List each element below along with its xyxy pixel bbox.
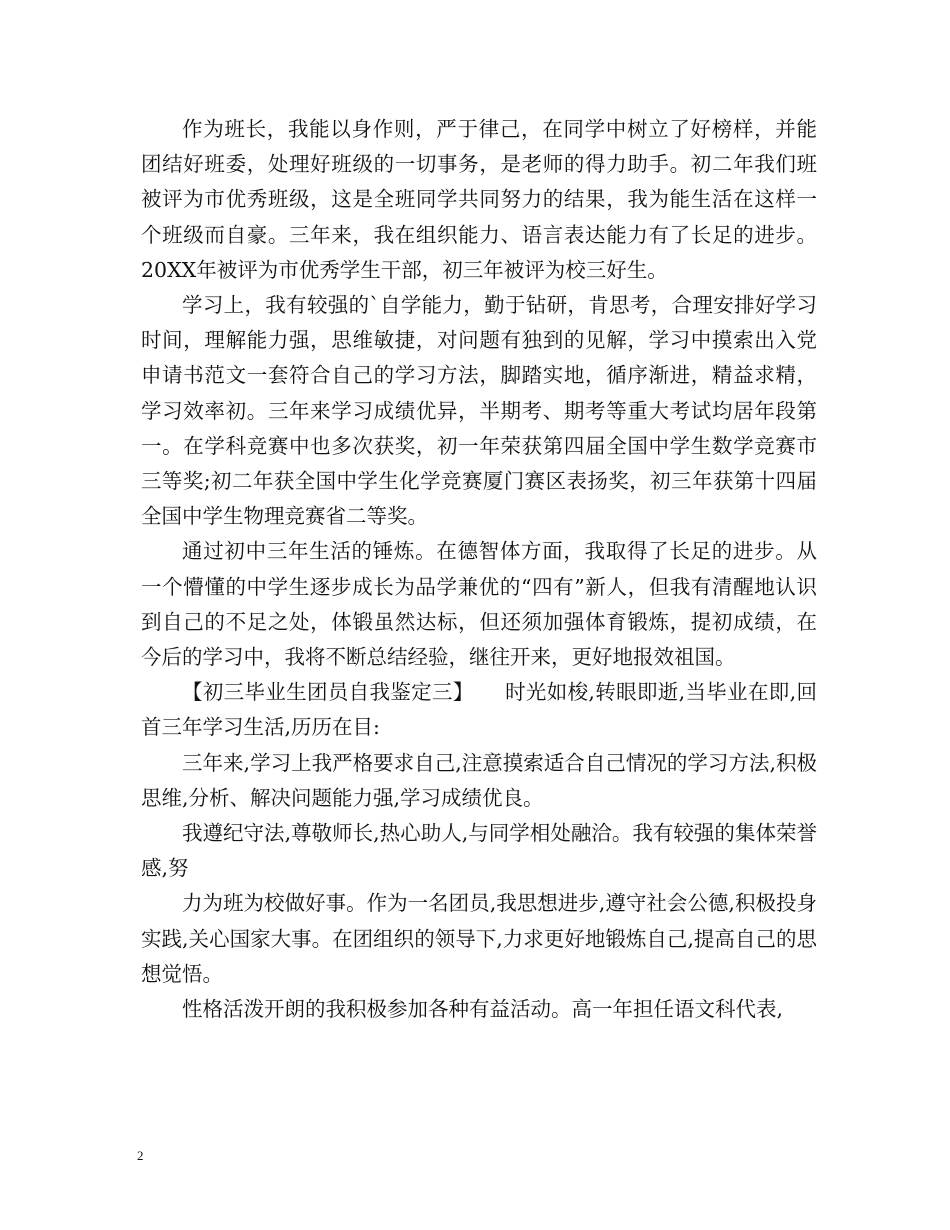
page-number: 2: [137, 1148, 144, 1163]
paragraph-growth: 通过初中三年生活的锤炼。在德智体方面，我取得了长足的进步。从一个懵懂的中学生逐步成长为品学兼优的“四有”新人，但我有清醒地认识到自己的不足之处，体锻虽然达标，但还须加强体育锻炼，提初成绩，在今后的学习中，我将不断总结经验，继往开来，更好地报效祖国。: [141, 539, 817, 670]
document-body: [141, 112, 817, 1027]
paragraph-discipline: 我遵纪守法,尊敬师长,热心助人,与同学相处融洽。我有较强的集体荣誉感,努: [141, 821, 817, 881]
paragraph-study: 学习上，我有较强的`自学能力，勤于钻研，肯思考，合理安排好学习时间，理解能力强，思维敏捷，对问题有独到的见解，学习中摸索出入党申请书范文一套符合自己的学习方法，脚踏实地，循序渐进，精益求精，学习效率初。三年来学习成绩优异，半期考、期考等重大考试均居年段第一。在学科竞赛中也多次获奖，初一年荣获第四届全国中学生数学竞赛市三等奖;初二年获全国中学生化学竞赛厦门赛区表扬奖，初三年获第十四届全国中学生物理竞赛省二等奖。: [141, 293, 817, 529]
paragraph-league-member: 力为班为校做好事。作为一名团员,我思想进步,遵守社会公德,积极投身实践,关心国家大事。在团组织的领导下,力求更好地锻炼自己,提高自己的思想觉悟。: [141, 891, 817, 986]
paragraph-class-monitor: 作为班长，我能以身作则，严于律己，在同学中树立了好榜样，并能团结好班委，处理好班级的一切事务，是老师的得力助手。初二年我们班被评为市优秀班级，这是全班同学共同努力的结果，我为能生活在这样一个班级而自豪。三年来，我在组织能力、语言表达能力有了长足的进步。20XX年被评为市优秀学生干部，初三年被评为校三好生。: [141, 117, 817, 282]
paragraph-learning: 三年来,学习上我严格要求自己,注意摸索适合自己情况的学习方法,积极思维,分析、解决问题能力强,学习成绩优良。: [141, 750, 817, 810]
paragraph-section-heading: 【初三毕业生团员自我鉴定三】 时光如梭,转眼即逝,当毕业在即,回首三年学习生活,历历在目:: [141, 680, 817, 740]
paragraph-activities: 性格活泼开朗的我积极参加各种有益活动。高一年担任语文科代表,: [182, 997, 784, 1022]
